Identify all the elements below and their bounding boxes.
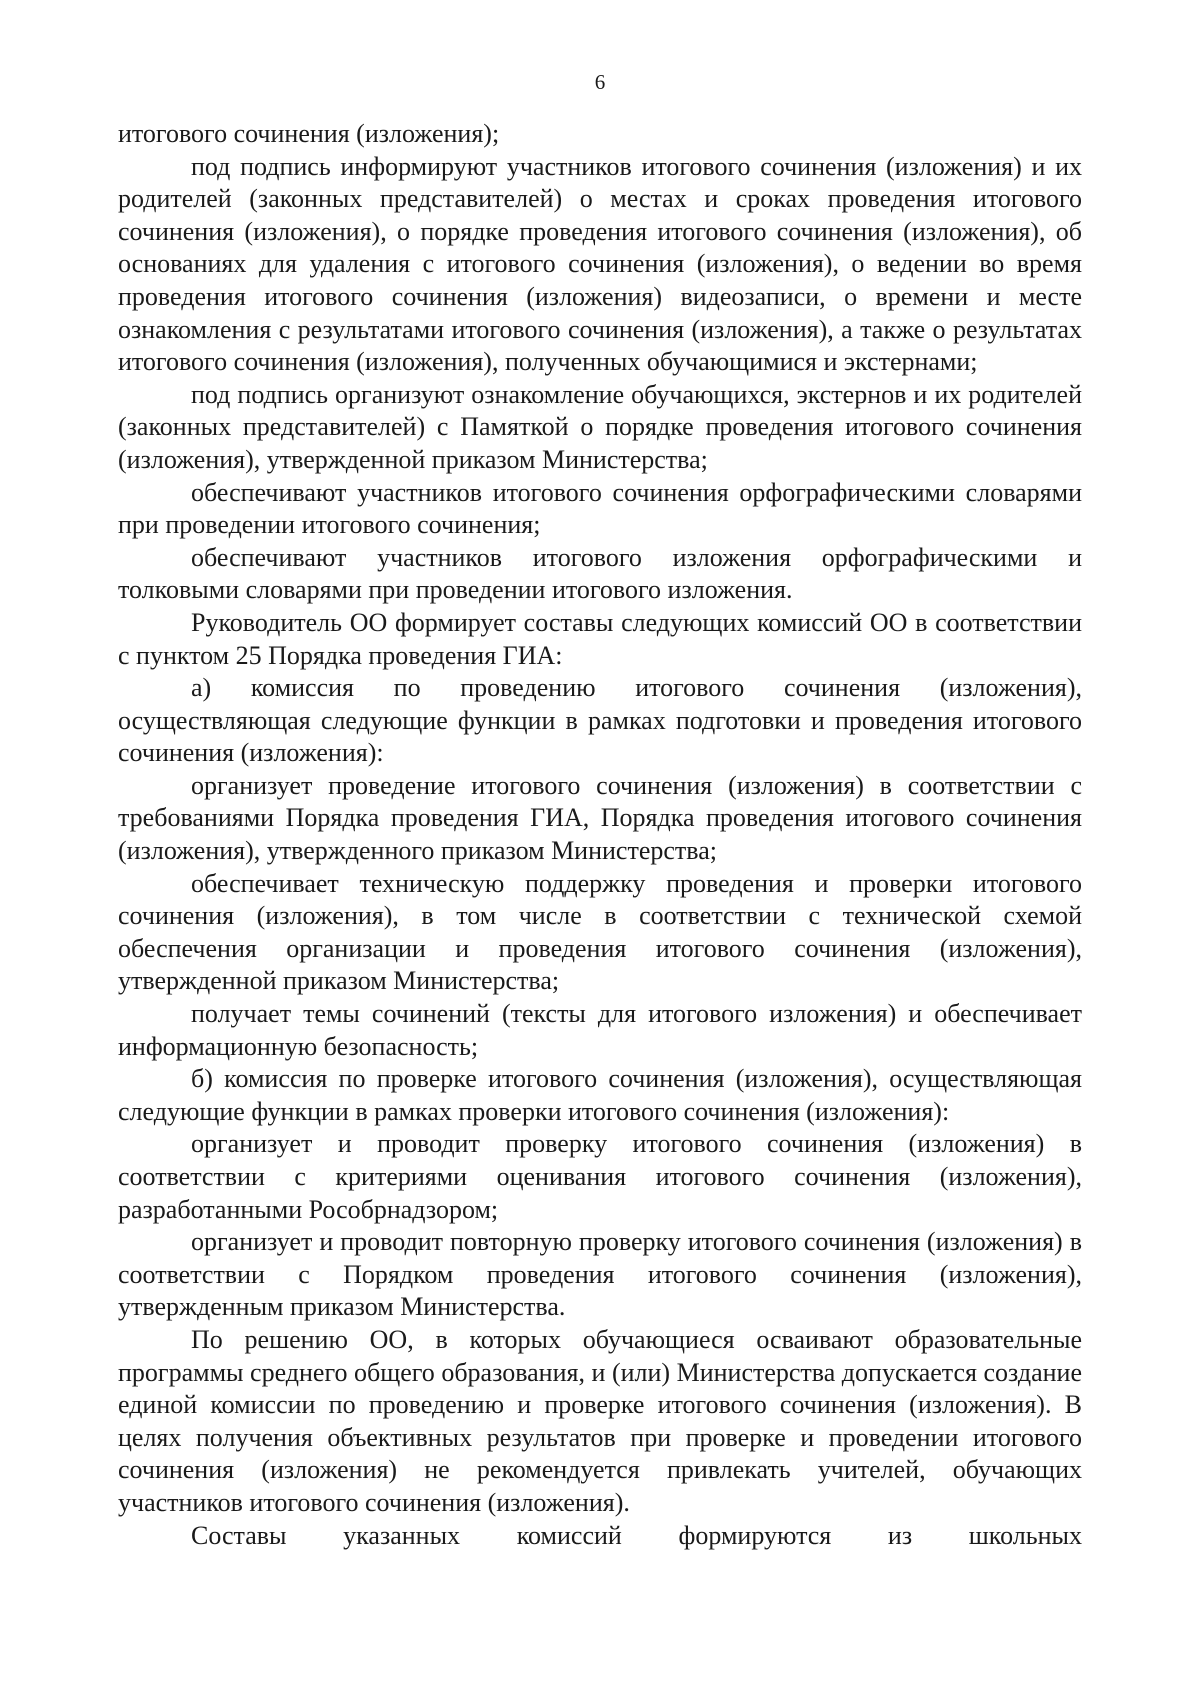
paragraph-spelling-dictionaries: обеспечивают участников итогового сочинения орфографическими словарями при проведении итогового сочинения; (118, 477, 1082, 540)
paragraph-technical-support: обеспечивает техническую поддержку проведения и проверки итогового сочинения (изложения), в том числе в соответствии с технической схемой обеспечения организации и проведения итогового сочинения (изложения), утвержденной приказом Министерства; (118, 868, 1082, 996)
paragraph-single-commission: По решению ОО, в которых обучающиеся осваивают образовательные программы среднего общего образования, и (или) Министерства допускается создание единой комиссии по проведению и проверке итогового сочинения (изложения). В целях получения объективных результатов при проверке и проведении итогового сочинения (изложения) не рекомендуется привлекать учителей, обучающих участников итогового сочинения (изложения). (118, 1324, 1082, 1517)
paragraph-commissions-formation: Руководитель ОО формирует составы следующих комиссий ОО в соответствии с пунктом 25 Порядка проведения ГИА: (118, 607, 1082, 670)
document-body (118, 118, 1082, 1552)
paragraph-explanatory-dictionaries: обеспечивают участников итогового изложения орфографическими и толковыми словарями при проведении итогового изложения. (118, 542, 1082, 605)
paragraph-conduct-commission: а) комиссия по проведению итогового сочинения (изложения), осуществляющая следующие функции в рамках подготовки и проведения итогового сочинения (изложения): (118, 673, 1082, 768)
paragraph-continuation: итогового сочинения (изложения); (118, 119, 500, 148)
paragraph-repeat-check: организует и проводит повторную проверку итогового сочинения (изложения) в соответствии с Порядком проведения итогового сочинения (изложения), утвержденным приказом Министерства. (118, 1227, 1082, 1322)
paragraph-organizes-check: организует и проводит проверку итогового сочинения (изложения) в соответствии с критериями оценивания итогового сочинения (изложения), разработанными Рособрнадзором; (118, 1129, 1082, 1224)
paragraph-inform-participants: под подпись информируют участников итогового сочинения (изложения) и их родителей (законных представителей) о местах и сроках проведения итогового сочинения (изложения), о порядке проведения итогового сочинения (изложения), об основаниях для удаления с итогового сочинения (изложения), о ведении во время проведения итогового сочинения (изложения) видеозаписи, о времени и месте ознакомления с результатами итогового сочинения (изложения), а также о результатах итогового сочинения (изложения), полученных обучающимися и экстернами; (118, 151, 1082, 377)
paragraph-topics-security: получает темы сочинений (тексты для итогового изложения) и обеспечивает информационную безопасность; (118, 999, 1082, 1061)
paragraph-check-commission: б) комиссия по проверке итогового сочинения (изложения), осуществляющая следующие функции в рамках проверки итогового сочинения (изложения): (118, 1064, 1082, 1126)
paragraph-memo-acquaintance: под подпись организуют ознакомление обучающихся, экстернов и их родителей (законных представителей) с Памяткой о порядке проведения итогового сочинения (изложения), утвержденной приказом Министерства; (118, 379, 1082, 474)
paragraph-commission-composition: Составы указанных комиссий формируются из школьных (191, 1520, 1082, 1550)
paragraph-organizes-conduct: организует проведение итогового сочинения (изложения) в соответствии с требованиями Порядка проведения ГИА, Порядка проведения итогового сочинения (изложения), утвержденного приказом Министерства; (118, 770, 1082, 866)
page-number: 6 (594, 70, 606, 94)
